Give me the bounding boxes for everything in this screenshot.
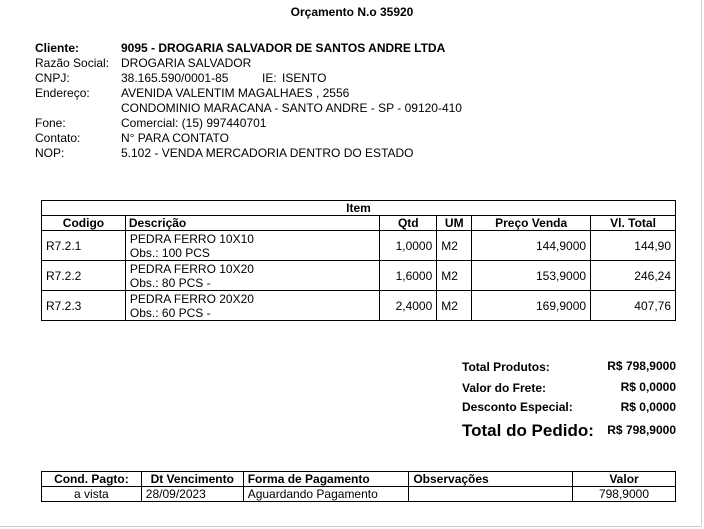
item-um: M2 [437, 291, 472, 321]
endereco-label: Endereço: [35, 86, 90, 100]
items-caption: Item [42, 201, 676, 216]
header-um: UM [437, 216, 472, 231]
item-um: M2 [437, 231, 472, 261]
item-qtd: 1,6000 [380, 261, 437, 291]
cliente-value: 9095 - DROGARIA SALVADOR DE SANTOS ANDRE LTDA [121, 41, 446, 55]
item-descricao [125, 261, 379, 291]
item-obs: Obs.: 60 PCS - [129, 305, 211, 320]
payment-table [41, 471, 676, 502]
items-header-row [42, 216, 676, 231]
contato-label: Contato: [35, 131, 81, 145]
header-qtd: Qtd [380, 216, 437, 231]
table-row [42, 487, 676, 502]
endereco-line1: AVENIDA VALENTIM MAGALHAES , 2556 [121, 86, 350, 100]
desconto-especial-label: Desconto Especial: [462, 400, 573, 414]
razao-social-value: DROGARIA SALVADOR [121, 56, 252, 70]
item-qtd: 2,4000 [380, 291, 437, 321]
total-pedido-value: R$ 798,9000 [607, 423, 676, 437]
item-obs: Obs.: 100 PCS [129, 245, 210, 260]
table-row [42, 291, 676, 321]
items-table [41, 200, 676, 321]
header-cond-pagto: Cond. Pagto: [42, 472, 142, 487]
item-preco: 169,9000 [472, 291, 591, 321]
header-vl-total: Vl. Total [591, 216, 676, 231]
header-dt-vencimento: Dt Vencimento [141, 472, 243, 487]
cnpj-value: 38.165.590/0001-85 [121, 71, 229, 85]
item-um: M2 [437, 261, 472, 291]
header-descricao: Descrição [125, 216, 379, 231]
contato-value: N° PARA CONTATO [121, 131, 229, 145]
item-codigo: R7.2.2 [42, 261, 126, 291]
item-preco: 144,9000 [472, 231, 591, 261]
payment-header-row [42, 472, 676, 487]
item-codigo: R7.2.1 [42, 231, 126, 261]
desconto-especial-value: R$ 0,0000 [620, 400, 676, 414]
item-codigo: R7.2.3 [42, 291, 126, 321]
cnpj-label: CNPJ: [35, 71, 70, 85]
total-produtos-label: Total Produtos: [462, 360, 550, 374]
item-obs: Obs.: 80 PCS - [129, 275, 211, 290]
item-total: 407,76 [591, 291, 676, 321]
item-descricao-text: PEDRA FERRO 20X20 [129, 291, 254, 306]
items-caption-row [42, 201, 676, 216]
nop-value: 5.102 - VENDA MERCADORIA DENTRO DO ESTADO [121, 146, 414, 160]
valor-frete-value: R$ 0,0000 [620, 380, 676, 394]
endereco-line2: CONDOMINIO MARACANA - SANTO ANDRE - SP - 09120-410 [121, 101, 462, 115]
total-pedido-label: Total do Pedido: [462, 421, 594, 440]
nop-label: NOP: [35, 146, 65, 160]
total-produtos-value: R$ 798,9000 [607, 359, 676, 373]
fone-label: Fone: [35, 116, 66, 130]
item-descricao-text: PEDRA FERRO 10X10 [129, 231, 254, 246]
table-row [42, 231, 676, 261]
item-qtd: 1,0000 [380, 231, 437, 261]
payment-cond: a vista [42, 487, 142, 502]
header-observacoes: Observações [409, 472, 573, 487]
ie-value: ISENTO [282, 71, 327, 85]
document-title: Orçamento N.o 35920 [290, 5, 414, 19]
item-descricao-text: PEDRA FERRO 10X20 [129, 261, 254, 276]
payment-obs [409, 487, 573, 502]
item-total: 144,90 [591, 231, 676, 261]
item-descricao [125, 291, 379, 321]
payment-vencimento: 28/09/2023 [141, 487, 243, 502]
header-codigo: Codigo [42, 216, 126, 231]
valor-frete-label: Valor do Frete: [462, 381, 547, 395]
ie-label: IE: [262, 71, 277, 85]
item-preco: 153,9000 [472, 261, 591, 291]
item-descricao [125, 231, 379, 261]
header-valor: Valor [573, 472, 676, 487]
header-forma-pagamento: Forma de Pagamento [243, 472, 409, 487]
header-preco-venda: Preço Venda [472, 216, 591, 231]
payment-forma: Aguardando Pagamento [243, 487, 409, 502]
razao-social-label: Razão Social: [35, 56, 110, 70]
fone-value: Comercial: (15) 997440701 [121, 116, 267, 130]
cliente-label: Cliente: [35, 41, 80, 55]
table-row [42, 261, 676, 291]
item-total: 246,24 [591, 261, 676, 291]
payment-valor: 798,9000 [573, 487, 676, 502]
